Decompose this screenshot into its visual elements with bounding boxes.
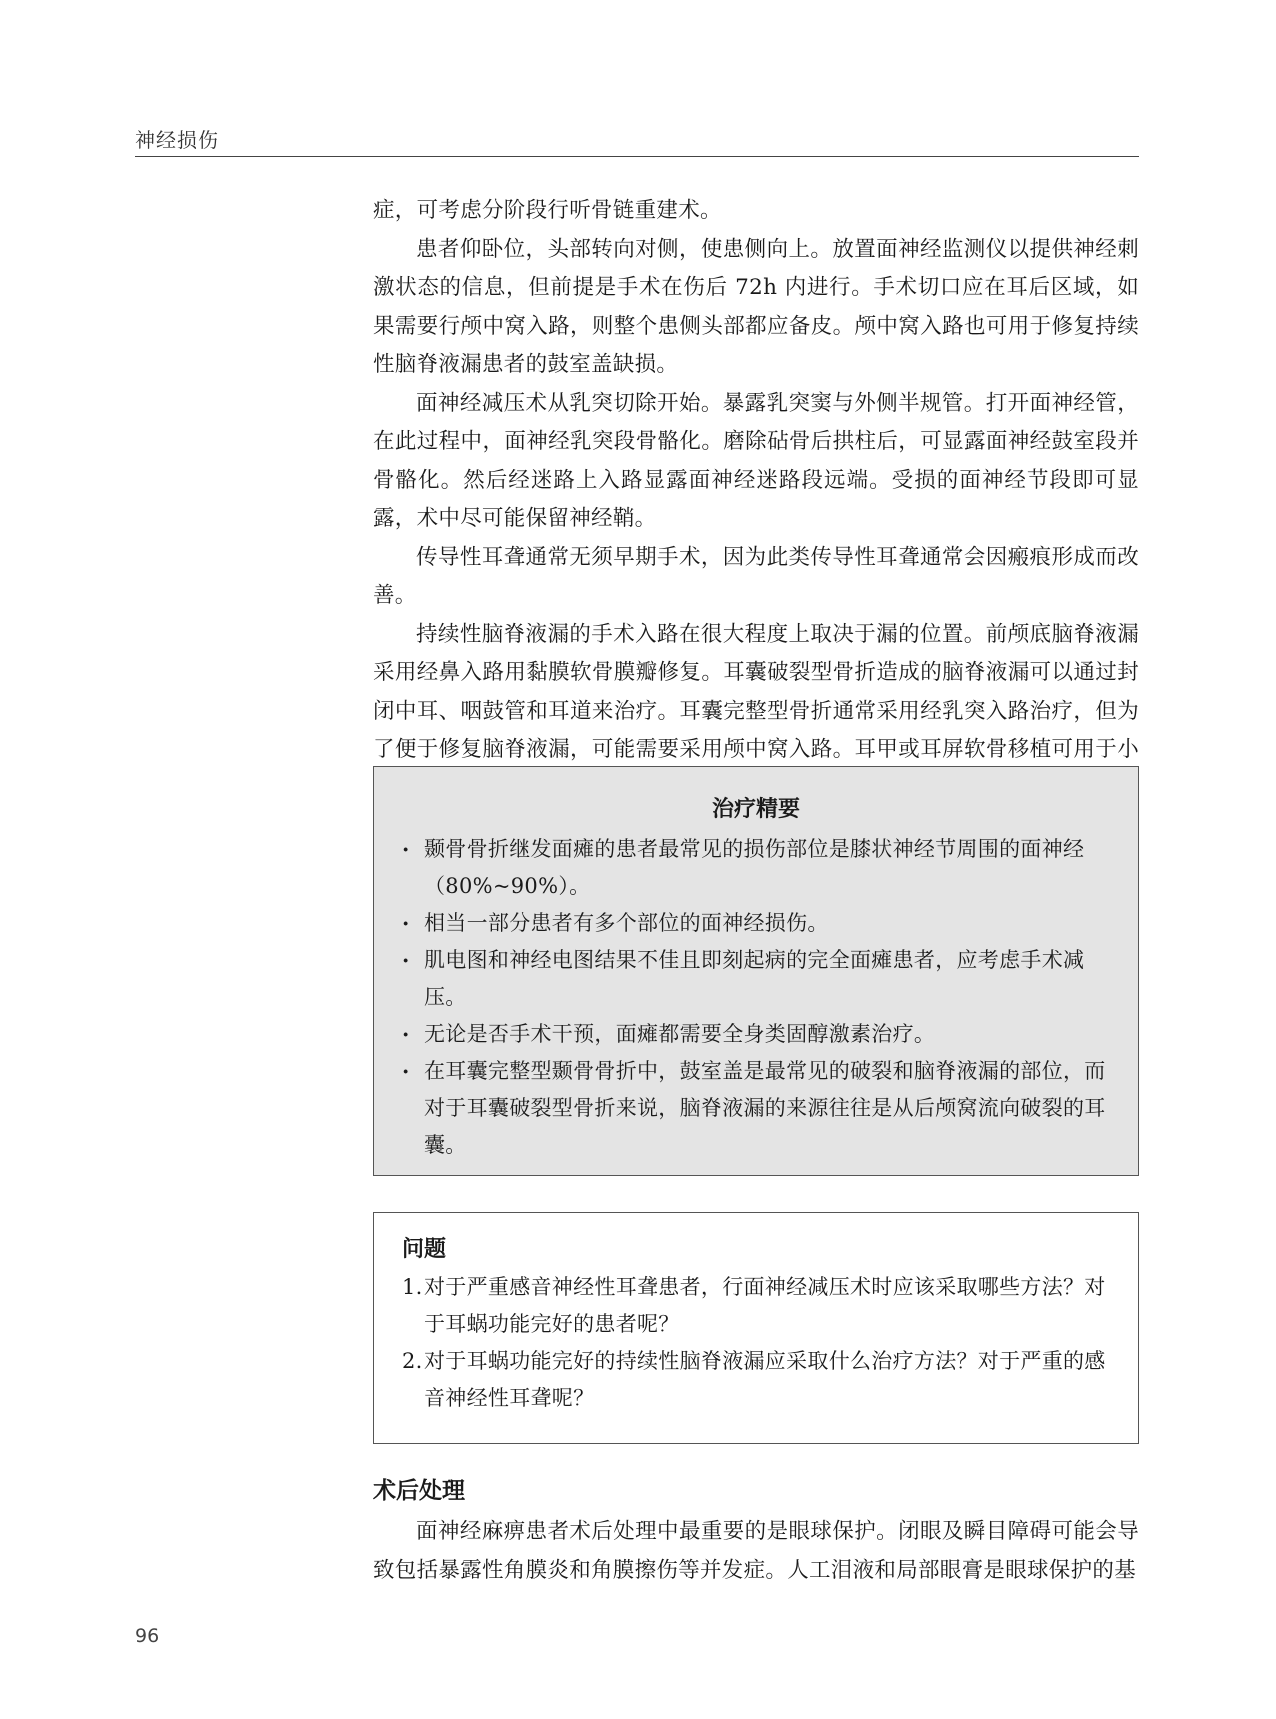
body-paragraph: 症，可考虑分阶段行听骨链重建术。 [373,198,722,223]
body-paragraph: 面神经减压术从乳突切除开始。暴露乳突窦与外侧半规管。打开面神经管，在此过程中，面神经乳突段骨骼化。磨除砧骨后拱柱后，可显露面神经鼓室段并骨骼化。然后经迷路上入路显露面神经迷路段远端。受损的面神经节段即可显露，术中尽可能保留神经鞘。 [373,390,1139,531]
summary-list-item [402,1053,1110,1164]
questions-title: 问题 [402,1237,447,1262]
body-paragraph: 持续性脑脊液漏的手术入路在很大程度上取决于漏的位置。前颅底脑脊液漏采用经鼻入路用黏膜软骨膜瓣修复。耳囊破裂型骨折造成的脑脊液漏可以通过封闭中耳、咽鼓管和耳道来治疗。耳囊完整型骨折通常采用经乳突入路治疗，但为了便于修复脑脊液漏，可能需要采用颅中窝入路。耳甲或耳屏软骨移植可用于小 [373,621,1139,762]
bullet-dot-icon: · [402,1022,410,1047]
questions-box [373,1212,1139,1444]
treatment-summary-box [373,766,1139,1176]
summary-item-text: 相当一部分患者有多个部位的面神经损伤。 [424,911,829,935]
body-paragraph: 面神经麻痹患者术后处理中最重要的是眼球保护。闭眼及瞬目障碍可能会导致包括暴露性角膜炎和角膜擦伤等并发症。人工泪液和局部眼膏是眼球保护的基 [373,1519,1139,1583]
summary-item-text: 在耳囊完整型颞骨骨折中，鼓室盖是最常见的破裂和脑脊液漏的部位，而对于耳囊破裂型骨折来说，脑脊液漏的来源往往是从后颅窝流向破裂的耳囊。 [424,1059,1106,1157]
summary-list-item [402,831,1110,905]
question-number: 2. [402,1349,423,1373]
question-item [402,1269,1110,1343]
summary-list-item [402,905,1110,942]
section-heading-postop: 术后处理 [373,1478,465,1504]
question-text: 对于严重感音神经性耳聋患者，行面神经减压术时应该采取哪些方法？对于耳蜗功能完好的患者呢？ [424,1275,1106,1336]
body-paragraph: 患者仰卧位，头部转向对侧，使患侧向上。放置面神经监测仪以提供神经刺激状态的信息，但前提是手术在伤后 72h 内进行。手术切口应在耳后区域，如果需要行颅中窝入路，则整个患侧头部都应备皮。颅中窝入路也可用于修复持续性脑脊液漏患者的鼓室盖缺损。 [373,236,1139,377]
bullet-dot-icon: · [402,911,410,936]
body-paragraph: 传导性耳聋通常无须早期手术，因为此类传导性耳聋通常会因瘢痕形成而改善。 [373,544,1139,608]
main-body [373,192,1139,808]
running-head-title: 神经损伤 [135,128,219,152]
question-text: 对于耳蜗功能完好的持续性脑脊液漏应采取什么治疗方法？对于严重的感音神经性耳聋呢？ [424,1349,1106,1410]
bullet-dot-icon: · [402,837,410,862]
summary-list [402,831,1110,1164]
postop-body [373,1513,1139,1590]
summary-item-text: 无论是否手术干预，面瘫都需要全身类固醇激素治疗。 [424,1022,936,1046]
header-rule [135,156,1139,157]
bullet-dot-icon: · [402,1059,410,1084]
question-number: 1. [402,1275,423,1299]
summary-item-text: 肌电图和神经电图结果不佳且即刻起病的完全面瘫患者，应考虑手术减压。 [424,948,1085,1009]
summary-list-item [402,942,1110,1016]
bullet-dot-icon: · [402,948,410,973]
question-item [402,1343,1110,1417]
page-number: 96 [135,1625,160,1647]
summary-item-text: 颞骨骨折继发面瘫的患者最常见的损伤部位是膝状神经节周围的面神经（80%~90%）。 [424,837,1085,898]
questions-list [402,1269,1110,1417]
summary-box-title: 治疗精要 [711,797,800,822]
summary-list-item [402,1016,1110,1053]
